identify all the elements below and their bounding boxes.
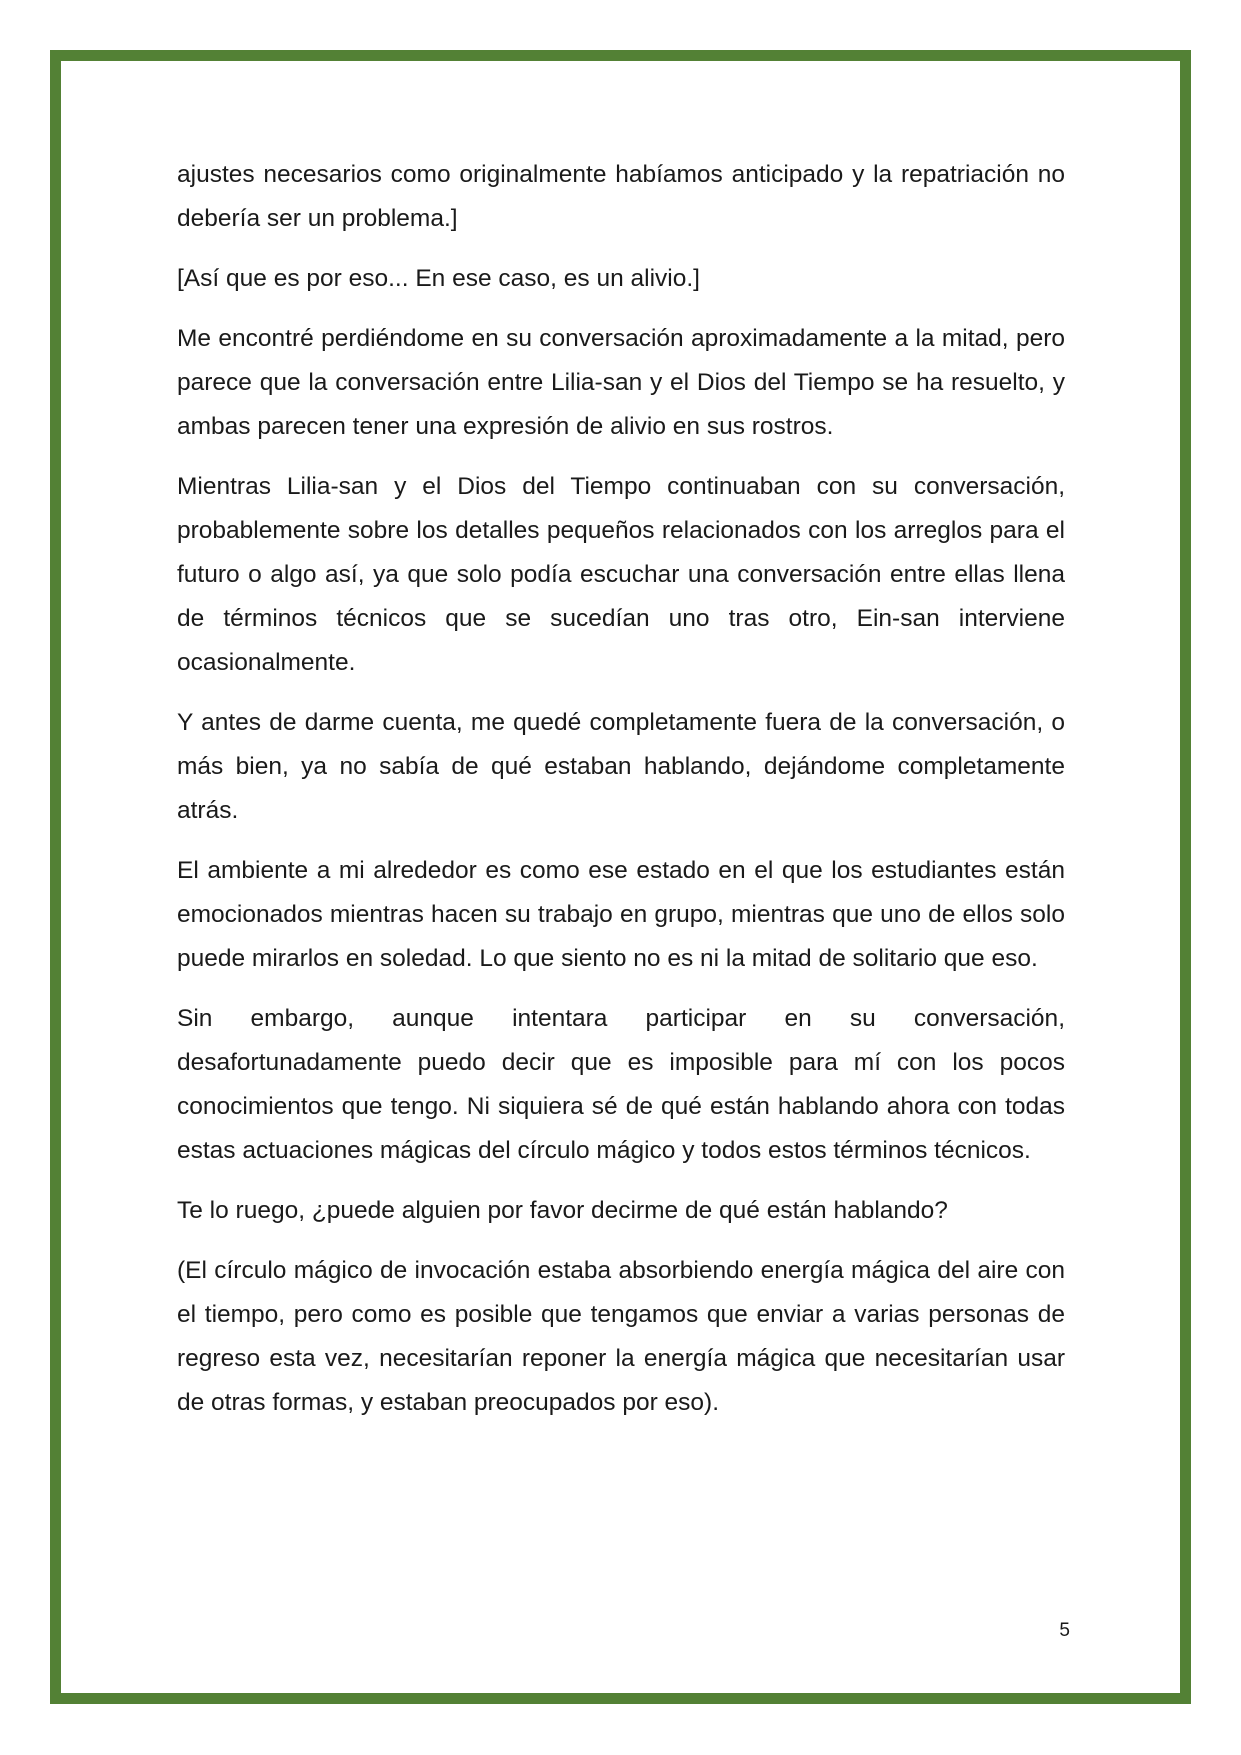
paragraph: (El círculo mágico de invocación estaba absorbiendo energía mágica del aire con el tiempo, pero como es posible que tengamos que enviar a varias personas de regreso esta vez, necesitarían reponer la energía mágica que necesitarían usar de otras formas, y estaban preocupados por eso). (177, 1257, 1065, 1416)
paragraph: Mientras Lilia-san y el Dios del Tiempo continuaban con su conversación, probablemente sobre los detalles pequeños relacionados con los arreglos para el futuro o algo así, ya que solo podía escuchar una conversación entre ellas llena de términos técnicos que se sucedían uno tras otro, Ein-san interviene ocasionalmente. (177, 473, 1065, 676)
paragraph: ajustes necesarios como originalmente habíamos anticipado y la repatriación no debería ser un problema.] (177, 161, 1065, 232)
paragraph: Te lo ruego, ¿puede alguien por favor decirme de qué están hablando? (177, 1197, 948, 1224)
paragraph: Y antes de darme cuenta, me quedé completamente fuera de la conversación, o más bien, ya no sabía de qué estaban hablando, dejándome completamente atrás. (177, 709, 1065, 824)
paragraph: Sin embargo, aunque intentara participar en su conversación, desafortunadamente puedo decir que es imposible para mí con los pocos conocimientos que tengo. Ni siquiera sé de qué están hablando ahora con todas estas actuaciones mágicas del círculo mágico y todos estos términos técnicos. (177, 1005, 1065, 1164)
paragraph: Me encontré perdiéndome en su conversación aproximadamente a la mitad, pero parece que la conversación entre Lilia-san y el Dios del Tiempo se ha resuelto, y ambas parecen tener una expresión de alivio en sus rostros. (177, 325, 1065, 440)
paragraph: El ambiente a mi alrededor es como ese estado en el que los estudiantes están emocionados mientras hacen su trabajo en grupo, mientras que uno de ellos solo puede mirarlos en soledad. Lo que siento no es ni la mitad de solitario que eso. (177, 857, 1065, 972)
body-text (177, 153, 1065, 1441)
page-number: 5 (1059, 1620, 1070, 1641)
paragraph: [Así que es por eso... En ese caso, es un alivio.] (177, 265, 700, 292)
